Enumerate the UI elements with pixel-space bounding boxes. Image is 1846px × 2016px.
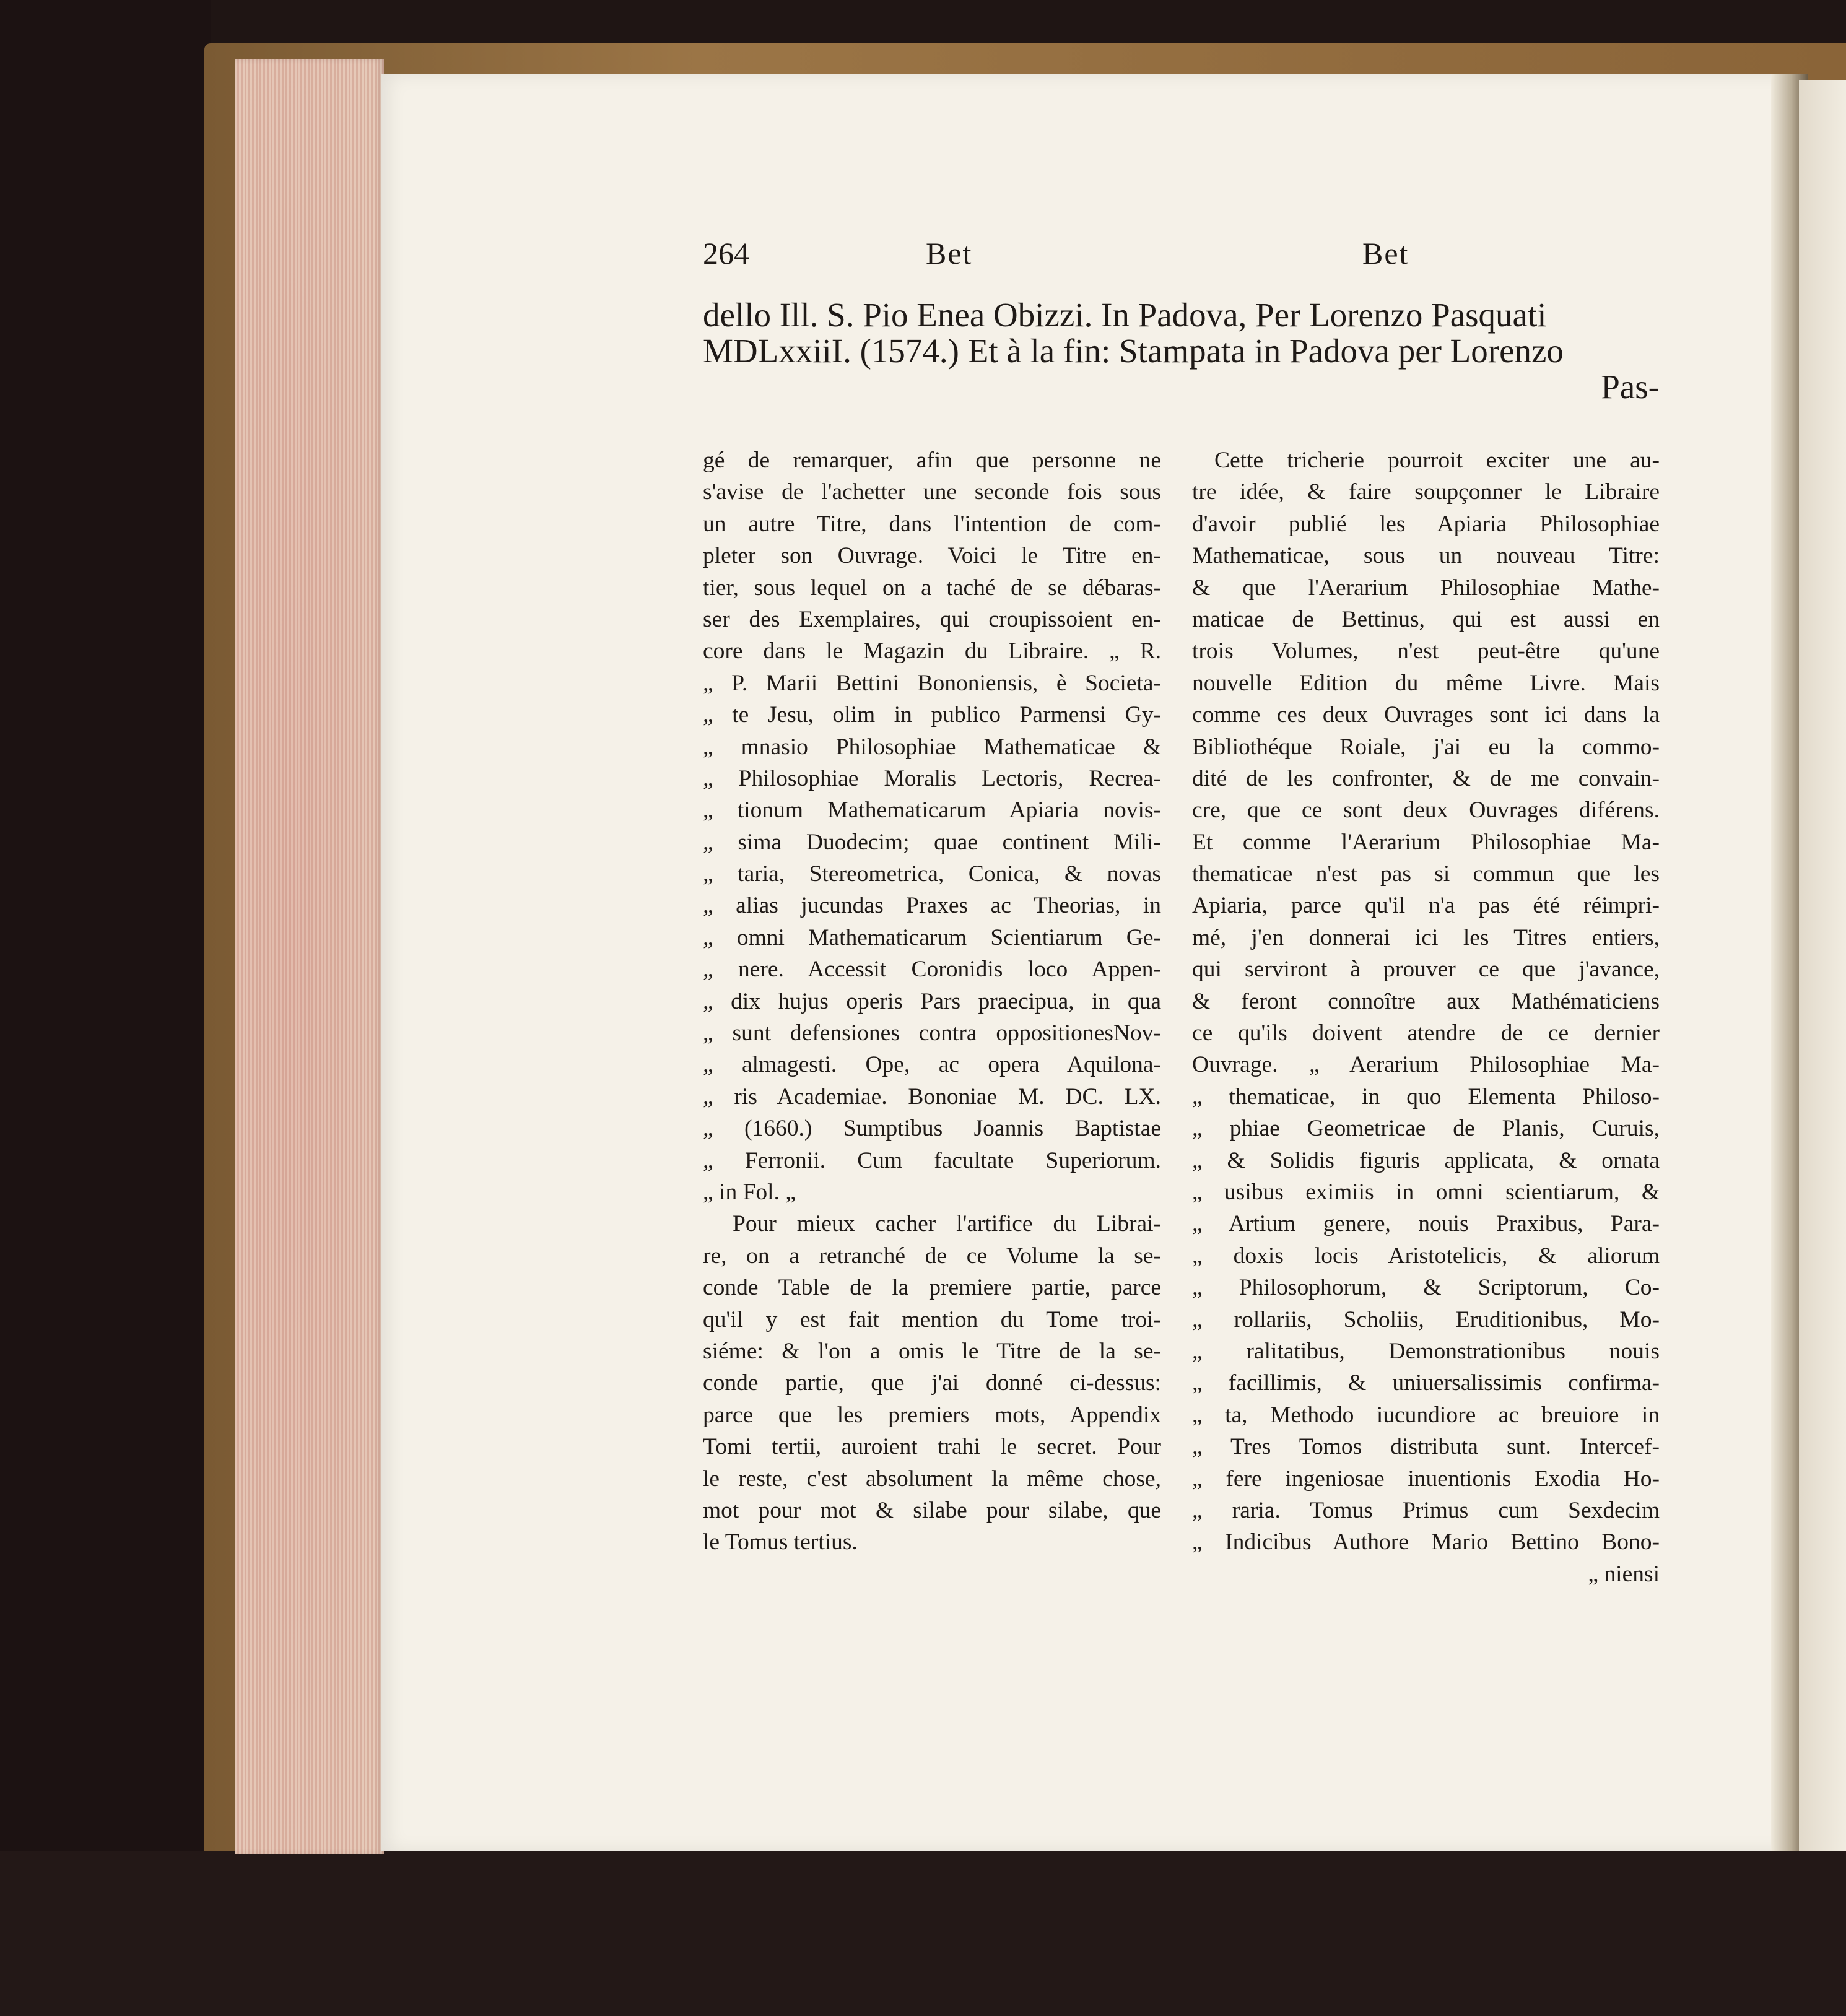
text-line: & feront connoître aux Mathématiciens (1192, 988, 1660, 1014)
text-line: „ ralitatibus, Demonstrationibus nouis (1192, 1338, 1660, 1364)
text-line: siéme: & l'on a omis le Titre de la se- (703, 1338, 1161, 1364)
intro-line: dello Ill. S. Pio Enea Obizzi. In Padova, Per Lorenzo Pasquati (703, 296, 1547, 334)
text-line: „ rollariis, Scholiis, Eruditionibus, Mo- (1192, 1306, 1660, 1332)
text-line: „ facillimis, & uniuersalissimis confirma- (1192, 1370, 1660, 1396)
text-line: & que l'Aerarium Philosophiae Mathe- (1192, 575, 1660, 601)
text-line: conde partie, que j'ai donné ci-dessus: (703, 1370, 1161, 1396)
text-line: „ omni Mathematicarum Scientiarum Ge- (703, 924, 1161, 950)
facing-page-edge (1799, 80, 1846, 1851)
text-line: „ & Solidis figuris applicata, & ornata (1192, 1147, 1660, 1173)
text-line: thematicae n'est pas si commun que les (1192, 861, 1660, 887)
text-line: d'avoir publié les Apiaria Philosophiae (1192, 511, 1660, 537)
text-line: „ phiae Geometricae de Planis, Curuis, (1192, 1116, 1660, 1142)
text-line: „ ris Academiae. Bononiae M. DC. LX. (703, 1084, 1161, 1110)
text-line: „ Philosophorum, & Scriptorum, Co- (1192, 1275, 1660, 1301)
text-line: „ mnasio Philosophiae Mathematicae & (703, 734, 1161, 760)
text-line: nouvelle Edition du même Livre. Mais (1192, 670, 1660, 696)
text-line: Apiaria, parce qu'il n'a pas été réimpri- (1192, 893, 1660, 919)
left-column (703, 445, 1161, 1558)
page-edges (235, 59, 384, 1854)
text-line: „ doxis locis Aristotelicis, & aliorum (1192, 1243, 1660, 1269)
text-line: „ in Fol. „ (703, 1179, 796, 1205)
dark-background-left (0, 0, 211, 2016)
text-line: „ sima Duodecim; quae continent Mili- (703, 829, 1161, 855)
text-line: „ raria. Tomus Primus cum Sexdecim (1192, 1497, 1660, 1523)
text-line: qui serviront à prouver ce que j'avance, (1192, 957, 1660, 983)
text-line: Mathematicae, sous un nouveau Titre: (1192, 543, 1660, 569)
text-line: „ te Jesu, olim in publico Parmensi Gy- (703, 702, 1161, 728)
text-line: „ Ferronii. Cum facultate Superiorum. (703, 1147, 1161, 1173)
text-line: tier, sous lequel on a taché de se débaras- (703, 575, 1161, 601)
text-line: „ fere ingeniosae inuentionis Exodia Ho- (1192, 1466, 1660, 1492)
title-continuation (703, 297, 1660, 405)
text-line: trois Volumes, n'est peut-être qu'une (1192, 638, 1660, 664)
text-line: re, on a retranché de ce Volume la se- (703, 1243, 1161, 1269)
text-line: „ alias jucundas Praxes ac Theorias, in (703, 893, 1161, 919)
text-line: s'avise de l'achetter une seconde fois sous (703, 479, 1161, 505)
text-line: mé, j'en donnerai ici les Titres entiers, (1192, 924, 1660, 950)
right-column (1192, 445, 1660, 1590)
text-line: un autre Titre, dans l'intention de com- (703, 511, 1161, 537)
text-line: mot pour mot & silabe pour silabe, que (703, 1497, 1161, 1523)
text-line: „ niensi (1588, 1561, 1660, 1587)
text-line: comme ces deux Ouvrages sont ici dans la (1192, 702, 1660, 728)
running-header-left: Bet (926, 236, 973, 271)
text-line: „ Philosophiae Moralis Lectoris, Recrea- (703, 765, 1161, 791)
text-line: „ usibus eximiis in omni scientiarum, & (1192, 1179, 1660, 1205)
text-line: „ Artium genere, nouis Praxibus, Para- (1192, 1211, 1660, 1237)
text-line: Et comme l'Aerarium Philosophiae Ma- (1192, 829, 1660, 855)
text-line: parce que les premiers mots, Appendix (703, 1402, 1161, 1428)
text-line: tre idée, & faire soupçonner le Libraire (1192, 479, 1660, 505)
text-line: pleter son Ouvrage. Voici le Titre en- (703, 543, 1161, 569)
page-number: 264 (703, 236, 749, 271)
text-line: qu'il y est fait mention du Tome troi- (703, 1306, 1161, 1332)
text-line: „ Tres Tomos distributa sunt. Intercef- (1192, 1434, 1660, 1460)
dark-background-top (0, 0, 1846, 46)
running-header-right: Bet (1362, 236, 1409, 271)
text-line: „ sunt defensiones contra oppositionesNov- (703, 1020, 1161, 1046)
text-line: „ dix hujus operis Pars praecipua, in qua (703, 988, 1161, 1014)
text-line: Tomi tertii, auroient trahi le secret. Pour (703, 1434, 1161, 1460)
text-line: dité de les confronter, & de me convain- (1192, 765, 1660, 791)
text-line: Bibliothéque Roiale, j'ai eu la commo- (1192, 734, 1660, 760)
text-line: Pour mieux cacher l'artifice du Librai- (733, 1211, 1161, 1237)
text-line: „ P. Marii Bettini Bononiensis, è Societa- (703, 670, 1161, 696)
text-line: „ nere. Accessit Coronidis loco Appen- (703, 957, 1161, 983)
text-line: „ tionum Mathematicarum Apiaria novis- (703, 797, 1161, 823)
text-line: conde Table de la premiere partie, parce (703, 1275, 1161, 1301)
text-line: ce qu'ils doivent atendre de ce dernier (1192, 1020, 1660, 1046)
text-line: „ taria, Stereometrica, Conica, & novas (703, 861, 1161, 887)
dark-background-bottom (0, 1851, 1846, 2016)
text-line: „ ta, Methodo iucundiore ac breuiore in (1192, 1402, 1660, 1428)
text-line: le reste, c'est absolument la même chose, (703, 1466, 1161, 1492)
text-line: maticae de Bettinus, qui est aussi en (1192, 606, 1660, 632)
text-line: „ Indicibus Authore Mario Bettino Bono- (1192, 1529, 1660, 1555)
text-line: cre, que ce sont deux Ouvrages diférens. (1192, 797, 1660, 823)
text-line: „ thematicae, in quo Elementa Philoso- (1192, 1084, 1660, 1110)
text-line: gé de remarquer, afin que personne ne (703, 448, 1161, 473)
text-line: Ouvrage. „ Aerarium Philosophiae Ma- (1192, 1052, 1660, 1078)
text-line: „ (1660.) Sumptibus Joannis Baptistae (703, 1116, 1161, 1142)
text-line: Cette tricherie pourroit exciter une au- (1214, 448, 1660, 473)
text-line: ser des Exemplaires, qui croupissoient en- (703, 606, 1161, 632)
text-line: „ almagesti. Ope, ac opera Aquilona- (703, 1052, 1161, 1078)
text-line: le Tomus tertius. (703, 1529, 858, 1555)
intro-line: Pas- (1601, 368, 1660, 406)
text-line: core dans le Magazin du Libraire. „ R. (703, 638, 1161, 664)
intro-line: MDLxxiiI. (1574.) Et à la fin: Stampata in Padova per Lorenzo (703, 332, 1564, 370)
